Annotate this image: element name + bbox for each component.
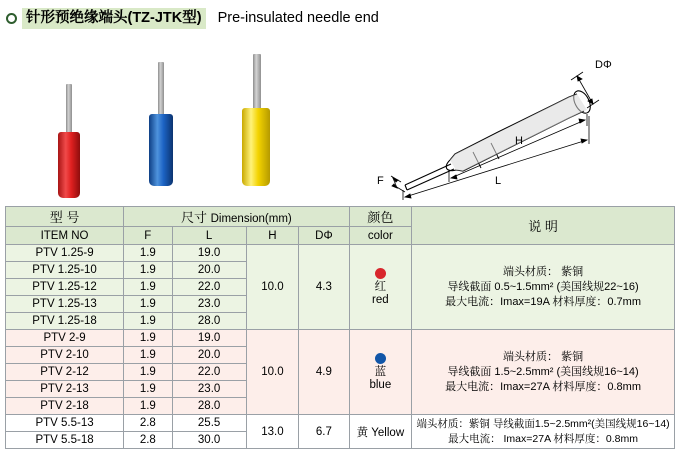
cell-item: PTV 1.25-18 bbox=[6, 313, 124, 330]
label-h: H bbox=[515, 135, 523, 147]
cell-desc bbox=[412, 415, 675, 449]
cell-dphi: 4.3 bbox=[299, 245, 349, 330]
color-name-en: Yellow bbox=[371, 426, 405, 439]
label-f: F bbox=[377, 175, 384, 187]
cell-f: 1.9 bbox=[124, 381, 172, 398]
cell-f: 1.9 bbox=[124, 364, 172, 381]
desc-line-3: 最大电流：Imax=27A 材料厚度：0.8mm bbox=[445, 380, 641, 393]
blue-terminal bbox=[142, 62, 186, 202]
table-row bbox=[6, 245, 675, 262]
table-row bbox=[6, 415, 675, 432]
cell-f: 1.9 bbox=[124, 330, 172, 347]
color-name-en: blue bbox=[369, 378, 392, 391]
illustration-area bbox=[0, 32, 680, 202]
desc-line-1: 端头材质：紫铜 导线截面1.5~2.5mm²(美国线规16~14) bbox=[416, 417, 670, 430]
cell-item: PTV 1.25-12 bbox=[6, 279, 124, 296]
header-dimension-cn: 尺寸 bbox=[180, 210, 207, 225]
cell-l: 30.0 bbox=[172, 432, 246, 449]
header-dimension-en: Dimension(mm) bbox=[210, 213, 292, 225]
cell-item: PTV 5.5-18 bbox=[6, 432, 124, 449]
cell-item: PTV 5.5-13 bbox=[6, 415, 124, 432]
cell-dphi: 4.9 bbox=[299, 330, 349, 415]
cell-f: 2.8 bbox=[124, 415, 172, 432]
cell-item: PTV 1.25-9 bbox=[6, 245, 124, 262]
cell-l: 19.0 bbox=[172, 245, 246, 262]
cell-desc bbox=[412, 245, 675, 330]
cell-item: PTV 2-12 bbox=[6, 364, 124, 381]
cell-h: 10.0 bbox=[246, 245, 299, 330]
label-dphi: DΦ bbox=[595, 59, 612, 71]
cell-color bbox=[349, 245, 412, 330]
page-title-en: Pre-insulated needle end bbox=[217, 10, 379, 26]
table-row bbox=[6, 330, 675, 347]
cell-item: PTV 1.25-10 bbox=[6, 262, 124, 279]
cell-l: 23.0 bbox=[172, 381, 246, 398]
header-model-cn: 型 号 bbox=[6, 207, 124, 227]
header-dimension bbox=[124, 207, 350, 227]
cell-l: 20.0 bbox=[172, 347, 246, 364]
desc-line-3: 最大电流：Imax=19A 材料厚度：0.7mm bbox=[445, 295, 641, 308]
cell-h: 10.0 bbox=[246, 330, 299, 415]
color-dot-red bbox=[375, 268, 386, 279]
color-name-cn: 红 bbox=[374, 280, 387, 293]
cell-color bbox=[349, 415, 412, 449]
bullet-circle-icon bbox=[6, 13, 17, 24]
cell-item: PTV 2-9 bbox=[6, 330, 124, 347]
cell-desc bbox=[412, 330, 675, 415]
header-color-cn: 颜色 bbox=[349, 207, 412, 227]
spec-table bbox=[5, 206, 675, 449]
header-color-en: color bbox=[349, 227, 412, 245]
cell-f: 1.9 bbox=[124, 296, 172, 313]
page-title-cn: 针形预绝缘端头(TZ-JTK型) bbox=[22, 8, 206, 29]
cell-item: PTV 2-10 bbox=[6, 347, 124, 364]
cell-f: 1.9 bbox=[124, 279, 172, 296]
header-h: H bbox=[246, 227, 299, 245]
header-l: L bbox=[172, 227, 246, 245]
desc-line-1: 端头材质： 紫铜 bbox=[503, 265, 584, 278]
cell-f: 1.9 bbox=[124, 398, 172, 415]
color-name-en: red bbox=[372, 293, 389, 306]
cell-f: 1.9 bbox=[124, 245, 172, 262]
cell-l: 19.0 bbox=[172, 330, 246, 347]
cell-l: 22.0 bbox=[172, 279, 246, 296]
color-name-cn: 蓝 bbox=[374, 365, 387, 378]
title-bar bbox=[0, 6, 680, 30]
cell-item: PTV 2-13 bbox=[6, 381, 124, 398]
cell-color bbox=[349, 330, 412, 415]
dimension-drawing bbox=[355, 32, 675, 202]
header-desc: 说 明 bbox=[412, 207, 675, 245]
table-header-row-1 bbox=[6, 207, 675, 227]
header-model-en: ITEM NO bbox=[6, 227, 124, 245]
cell-item: PTV 1.25-13 bbox=[6, 296, 124, 313]
cell-l: 25.5 bbox=[172, 415, 246, 432]
cell-f: 1.9 bbox=[124, 313, 172, 330]
cell-l: 20.0 bbox=[172, 262, 246, 279]
cell-f: 1.9 bbox=[124, 347, 172, 364]
red-terminal bbox=[52, 84, 92, 202]
cell-f: 1.9 bbox=[124, 262, 172, 279]
cell-l: 23.0 bbox=[172, 296, 246, 313]
yellow-terminal bbox=[235, 54, 285, 204]
desc-line-1: 端头材质： 紫铜 bbox=[503, 350, 584, 363]
color-name-cn: 黄 bbox=[356, 426, 369, 439]
header-dphi: DΦ bbox=[299, 227, 349, 245]
desc-line-2: 最大电流： Imax=27A 材料厚度：0.8mm bbox=[448, 432, 639, 445]
cell-l: 22.0 bbox=[172, 364, 246, 381]
cell-dphi: 6.7 bbox=[299, 415, 349, 449]
cell-h: 13.0 bbox=[246, 415, 299, 449]
cell-f: 2.8 bbox=[124, 432, 172, 449]
desc-line-2: 导线截面 0.5~1.5mm² (美国线规22~16) bbox=[447, 280, 639, 293]
desc-line-2: 导线截面 1.5~2.5mm² (美国线规16~14) bbox=[447, 365, 639, 378]
header-f: F bbox=[124, 227, 172, 245]
cell-item: PTV 2-18 bbox=[6, 398, 124, 415]
label-l: L bbox=[495, 175, 502, 187]
color-dot-blue bbox=[375, 353, 386, 364]
cell-l: 28.0 bbox=[172, 398, 246, 415]
cell-l: 28.0 bbox=[172, 313, 246, 330]
